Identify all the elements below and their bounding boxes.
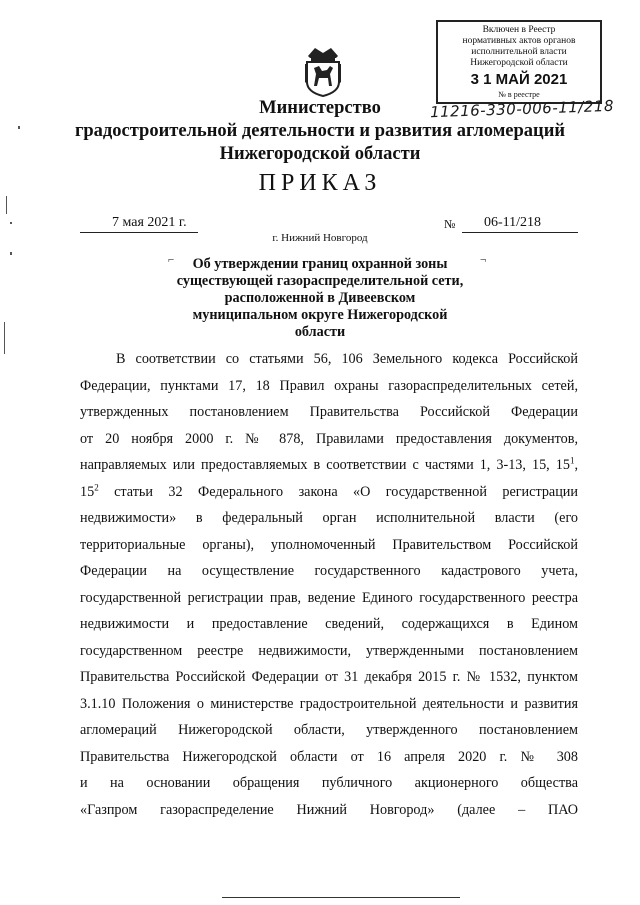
subject-line: существующей газораспределительной сети, [176, 273, 464, 289]
body-line: утвержденных постановлением Правительства Российской Федерации [80, 404, 578, 420]
body-text-fragment: статьи 32 Федерального закона «О государственной регистрации [98, 483, 578, 500]
scan-margin-mark [4, 322, 5, 354]
body-line: недвижимости» в федеральный орган исполнительной власти (его [80, 510, 578, 526]
superscript: 1 [569, 455, 575, 466]
coat-of-arms-emblem [302, 44, 344, 98]
body-line: Федерации на осуществление государственного кадастрового учета, [80, 563, 578, 579]
body-line: и на основании обращения публичного акционерного общества [80, 775, 578, 791]
body-line: 3.1.10 Положения о министерстве градостроительной деятельности и развития [80, 695, 578, 712]
subject-line: муниципальном округе Нижегородской [192, 307, 448, 323]
stamp-registry-number: 11216-330-006-11/218 [429, 96, 615, 122]
document-type-heading: ПРИКАЗ [258, 170, 382, 196]
subject-corner-mark: ¬ [480, 254, 487, 266]
body-text-fragment: , [574, 457, 578, 473]
body-line: Правительства Нижегородской области от 16 апреля 2020 г. № 308 [80, 748, 578, 765]
body-line: государственной регистрации прав, ведение Единого государственного реестра [80, 589, 578, 606]
order-number-label: № [444, 217, 456, 231]
stamp-line: исполнительной власти [471, 47, 567, 57]
ministry-name-line: Министерство [259, 98, 381, 118]
body-line: государственном реестре недвижимости, утвержденными постановлением [80, 642, 578, 659]
stamp-line: Включен в Реестр [482, 25, 556, 35]
scan-margin-mark [10, 222, 12, 224]
body-text-fragment: 15 [80, 483, 95, 500]
body-line: недвижимости и предоставление сведений, содержащихся в Едином [80, 616, 578, 632]
body-line [80, 452, 578, 479]
order-date: 7 мая 2021 г. [112, 215, 187, 230]
order-body-text [80, 346, 578, 823]
subject-line: Об утверждении границ охранной зоны [192, 256, 448, 272]
order-subject [150, 256, 490, 341]
order-number: 06-11/218 [484, 215, 542, 230]
body-line: Правительства Российской Федерации от 31 декабря 2015 г. № 1532, пунктом [80, 669, 578, 685]
superscript: 2 [94, 481, 99, 492]
subject-line: области [294, 324, 346, 340]
body-line: В соответствии со статьями 56, 106 Земельного кодекса Российской [116, 351, 578, 367]
footer-divider [222, 897, 460, 898]
registry-stamp [436, 20, 602, 104]
ministry-name-line: градостроительной деятельности и развития агломераций [74, 121, 566, 141]
subject-line: расположенной в Дивеевском [224, 290, 416, 306]
body-line: территориальные органы), уполномоченный Правительством Российской [80, 536, 578, 553]
body-line: Федерации, пунктами 17, 18 Правил охраны газораспределительных сетей, [80, 377, 578, 394]
city-name: г. Нижний Новгород [272, 232, 368, 244]
scan-margin-mark [10, 252, 12, 255]
scan-margin-mark [6, 196, 7, 214]
body-line: от 20 ноября 2000 г. № 878, Правилами предоставления документов, [80, 430, 578, 447]
ministry-name-line: Нижегородской области [219, 144, 421, 164]
body-line [80, 479, 578, 506]
stamp-date: 3 1 МАЙ 2021 [470, 71, 568, 88]
body-text-fragment: направляемых или предоставляемых в соответствии с частями 1, 3-13, 15, 15 [80, 457, 570, 473]
stamp-line: Нижегородской области [470, 58, 568, 68]
stamp-registry-label: № в реестре [498, 90, 540, 99]
body-line: «Газпром газораспределение Нижний Новгород» (далее – ПАО [80, 801, 578, 818]
subject-corner-mark: ⌐ [168, 254, 175, 266]
body-line: агломераций Нижегородской области, утвержденного постановлением [80, 722, 578, 738]
stamp-line: нормативных актов органов [462, 36, 576, 46]
